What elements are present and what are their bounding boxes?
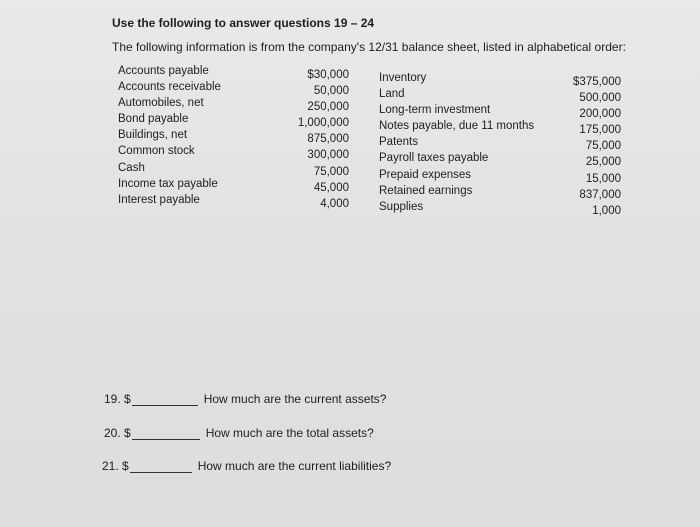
account-name: Patents [379,136,418,149]
answer-blank[interactable] [132,393,198,406]
account-name: Automobiles, net [118,97,204,110]
account-name: Accounts payable [118,65,209,77]
balance-sheet-intro: The following information is from the company's 12/31 balance sheet, listed in alphabetical order: [112,40,626,54]
left-account-names [118,63,221,208]
account-name: Notes payable, due 11 months [379,120,535,133]
question-19 [104,392,386,406]
question-text: How much are the total assets? [205,426,374,440]
account-name: Interest payable [118,193,200,206]
account-value: 75,000 [585,140,621,153]
right-account-values [548,74,621,219]
question-text: How much are the current liabilities? [197,459,392,473]
account-value: 1,000,000 [297,117,349,130]
question-number: 21. $ [102,459,129,473]
question-text: How much are the current assets? [203,392,387,406]
question-number: 20. $ [104,426,131,440]
account-value: 50,000 [313,85,349,98]
account-value: 200,000 [579,108,621,121]
account-value: $375,000 [573,76,621,88]
instruction-heading: Use the following to answer questions 19 – 24 [112,16,375,30]
account-value: 250,000 [307,101,349,114]
account-value: 175,000 [579,124,621,137]
account-value: 75,000 [313,165,349,178]
question-20 [104,426,374,440]
right-account-names [379,70,534,215]
account-name: Retained earnings [379,184,473,197]
account-name: Long-term investment [379,104,491,117]
left-account-values [272,67,349,212]
account-value: 837,000 [579,188,621,201]
account-value: 500,000 [579,92,621,105]
account-name: Buildings, net [118,129,188,142]
account-name: Supplies [379,200,424,213]
account-value: 875,000 [307,133,349,146]
question-number: 19. $ [104,392,131,406]
answer-blank[interactable] [132,427,200,440]
answer-blank[interactable] [130,460,192,473]
account-value: 1,000 [592,204,621,217]
account-name: Payroll taxes payable [379,152,489,165]
account-value: $30,000 [307,69,349,81]
account-name: Income tax payable [118,177,218,190]
account-name: Cash [118,161,145,174]
account-name: Inventory [379,72,427,84]
account-value: 4,000 [320,197,349,210]
account-value: 45,000 [313,181,349,194]
account-value: 300,000 [307,149,349,162]
question-21 [102,459,391,473]
account-name: Bond payable [118,113,189,126]
account-value: 15,000 [585,172,621,185]
account-name: Accounts receivable [118,81,221,94]
account-value: 25,000 [585,156,621,169]
account-name: Prepaid expenses [379,168,472,181]
account-name: Common stock [118,145,195,158]
account-name: Land [379,88,405,101]
